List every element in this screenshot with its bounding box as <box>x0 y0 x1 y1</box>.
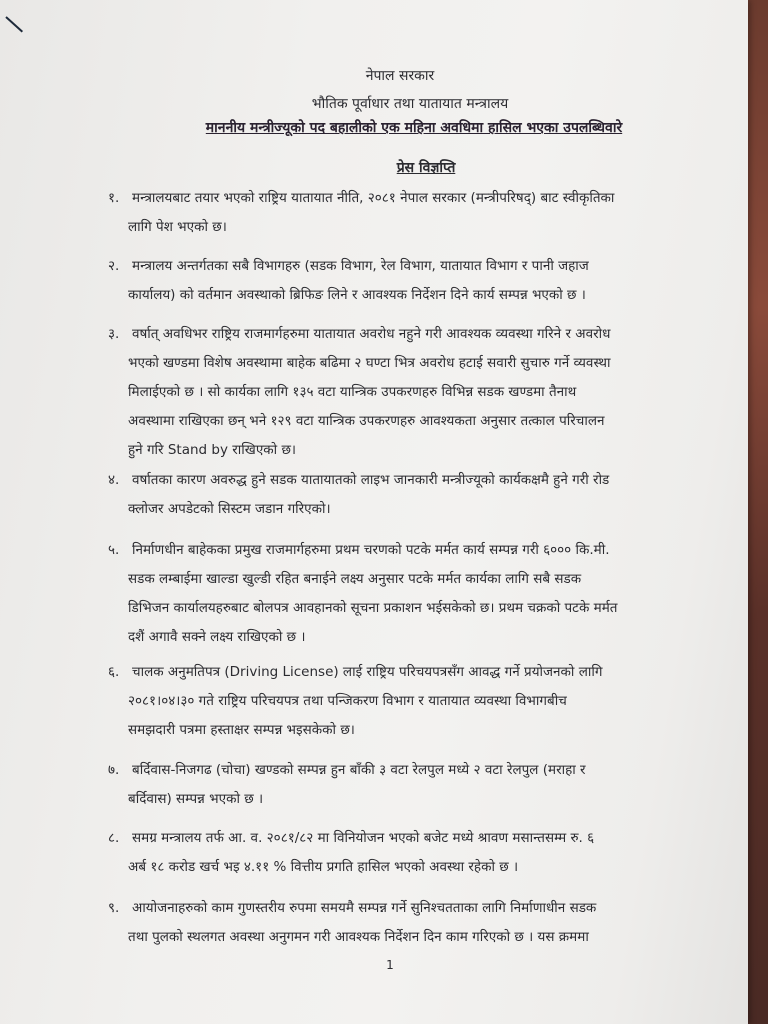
ministry-name: भौतिक पूर्वाधार तथा यातायात मन्त्रालय <box>311 96 509 112</box>
item-line: चालक अनुमतिपत्र (Driving License) लाई राष्ट्रिय परिचयपत्रसँग आवद्ध गर्ने प्रयोजनको लागि <box>132 664 603 680</box>
item-line: अर्ब १८ करोड खर्च भइ ४.११ % वित्तीय प्रगति हासिल भएको अवस्था रहेको छ । <box>128 859 519 875</box>
item-number: ३. <box>108 326 120 342</box>
item-line: आयोजनाहरुको काम गुणस्तरीय रुपमा समयमै सम्पन्न गर्ने सुनिश्चतताका लागि निर्माणाधीन सडक <box>132 900 597 916</box>
item-line: मन्त्रालय अन्तर्गतका सबै विभागहरु (सडक विभाग, रेल विभाग, यातायात विभाग र पानी जहाज <box>132 258 589 274</box>
item-line: दशैं अगावै सक्ने लक्ष्य राखिएको छ । <box>128 629 306 645</box>
document-subject: माननीय मन्त्रीज्यूको पद बहालीको एक महिना अवधिमा हासिल भएका उपलब्धिवारे <box>205 120 623 136</box>
item-number: ७. <box>108 762 120 778</box>
pen-mark <box>5 16 23 32</box>
list-item <box>108 184 688 242</box>
item-line: बर्दिवास-निजगढ (चोचा) खण्डको सम्पन्न हुन बाँकी ३ वटा रेलपुल मध्ये २ वटा रेलपुल (मराहा र <box>132 762 586 778</box>
item-number: १. <box>108 190 120 206</box>
item-line: मिलाईएको छ । सो कार्यका लागि १३५ वटा यान्त्रिक उपकरणहरु विभिन्न सडक खण्डमा तैनाथ <box>128 384 577 400</box>
list-item <box>108 658 688 745</box>
item-line: हुने गरि Stand by राखिएको छ। <box>128 442 297 458</box>
item-line: लागि पेश भएको छ। <box>128 219 227 235</box>
item-line: २०८१।०४।३० गते राष्ट्रिय परिचयपत्र तथा पन्जिकरण विभाग र यातायात व्यवस्था विभागबीच <box>128 693 567 709</box>
list-item <box>108 536 688 652</box>
item-line: समग्र मन्त्रालय तर्फ आ. व. २०८१/८२ मा विनियोजन भएको बजेट मध्ये श्रावण मसान्तसम्म रु. ६ <box>132 830 595 846</box>
item-line: मन्त्रालयबाट तयार भएको राष्ट्रिय यातायात नीति, २०८१ नेपाल सरकार (मन्त्रीपरिषद्) बाट स्वीकृतिका <box>132 190 615 206</box>
list-item <box>108 894 688 952</box>
list-item <box>108 320 688 465</box>
government-name: नेपाल सरकार <box>365 68 435 84</box>
list-item <box>108 756 688 814</box>
item-line: कार्यालय) को वर्तमान अवस्थाको ब्रिफिङ लिने र आवश्यक निर्देशन दिने कार्य सम्पन्न भएको छ । <box>128 287 586 303</box>
press-release-heading: प्रेस विज्ञप्ति <box>396 160 456 176</box>
item-line: वर्षात् अवधिभर राष्ट्रिय राजमार्गहरुमा यातायात अवरोध नहुने गरी आवश्यक व्यवस्था गरिने र अवरोध <box>132 326 611 342</box>
list-item <box>108 466 688 524</box>
item-line: डिभिजन कार्यालयहरुबाट बोलपत्र आवहानको सूचना प्रकाशन भईसकेको छ। प्रथम चक्रको पटके मर्मत <box>128 600 618 616</box>
list-item <box>108 252 688 310</box>
item-line: तथा पुलको स्थलगत अवस्था अनुगमन गरी आवश्यक निर्देशन दिन काम गरिएको छ । यस क्रममा <box>128 929 589 945</box>
item-number: ५. <box>108 542 120 558</box>
item-line: वर्षातका कारण अवरुद्ध हुने सडक यातायातको लाइभ जानकारी मन्त्रीज्यूको कार्यकक्षमै हुने गरी रोड <box>132 472 610 488</box>
item-line: भएको खण्डमा विशेष अवस्थामा बाहेक बढिमा २ घण्टा भित्र अवरोध हटाई सवारी सुचारु गर्ने व्यवस्था <box>128 355 611 371</box>
item-number: २. <box>108 258 120 274</box>
list-item <box>108 824 688 882</box>
item-line: समझदारी पत्रमा हस्ताक्षर सम्पन्न भइसकेको छ। <box>128 722 355 738</box>
item-number: ९. <box>108 900 120 916</box>
item-line: अवस्थामा राखिएका छन् भने १२९ वटा यान्त्रिक उपकरणहरु आवश्यकता अनुसार तत्काल परिचालन <box>128 413 605 429</box>
item-line: क्लोजर अपडेटको सिस्टम जडान गरिएको। <box>128 501 331 517</box>
item-line: निर्माणधीन बाहेकका प्रमुख राजमार्गहरुमा प्रथम चरणको पटके मर्मत कार्य सम्पन्न गरी ६००० कि.मी. <box>132 542 610 558</box>
page-number: 1 <box>386 958 394 972</box>
item-number: ८. <box>108 830 120 846</box>
item-number: ४. <box>108 472 120 488</box>
item-line: सडक लम्बाईमा खाल्डा खुल्डी रहित बनाईने लक्ष्य अनुसार पटके मर्मत कार्यका लागि सबै सडक <box>128 571 582 587</box>
item-number: ६. <box>108 664 120 680</box>
item-line: बर्दिवास) सम्पन्न भएको छ । <box>128 791 264 807</box>
